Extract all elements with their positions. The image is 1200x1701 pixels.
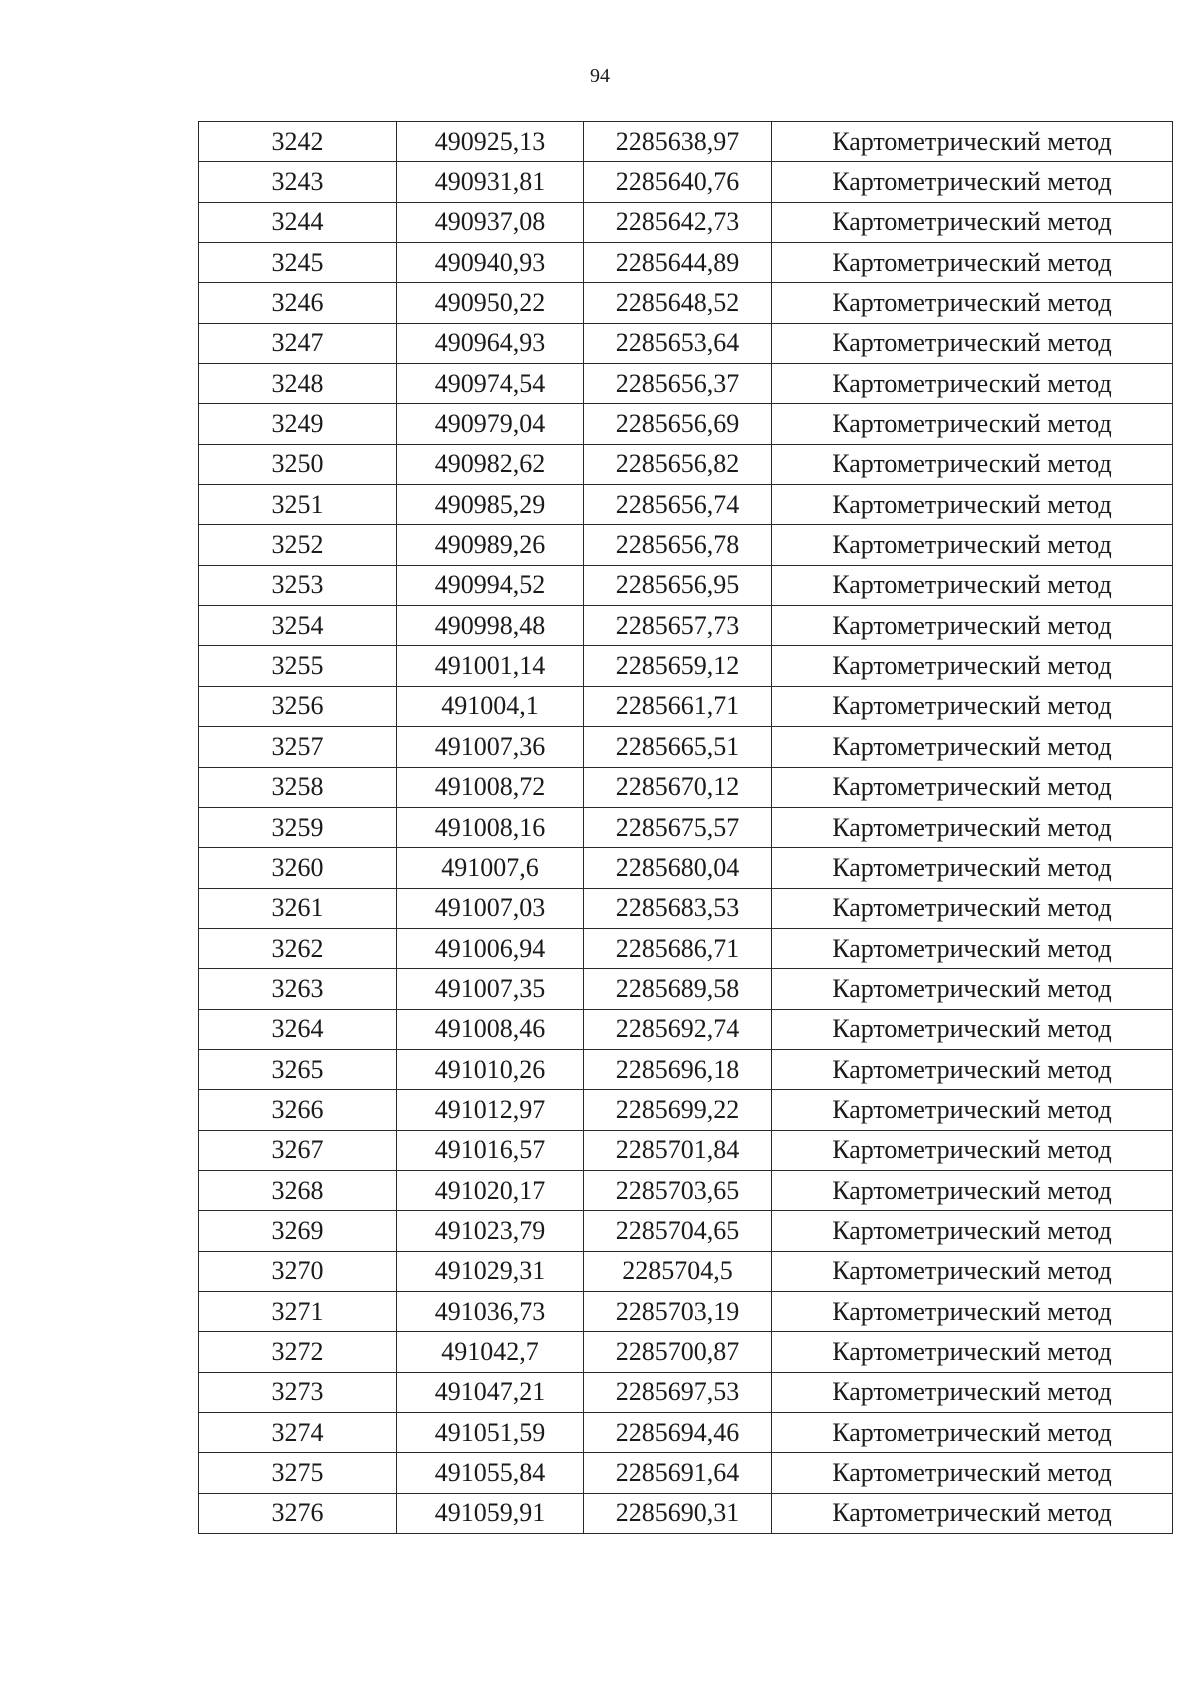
table-row: [199, 1009, 1173, 1049]
method-cell: Картометрический метод: [772, 404, 1173, 444]
method-cell: Картометрический метод: [772, 767, 1173, 807]
table-row: [199, 485, 1173, 525]
x-coordinate-cell: 490931,81: [397, 162, 584, 202]
method-cell: Картометрический метод: [772, 1130, 1173, 1170]
x-coordinate-cell: 491051,59: [397, 1413, 584, 1453]
table-row: [199, 243, 1173, 283]
y-coordinate-cell: 2285683,53: [584, 888, 772, 928]
table-row: [199, 323, 1173, 363]
table-row: [199, 848, 1173, 888]
point-number-cell: 3264: [199, 1009, 397, 1049]
method-cell: Картометрический метод: [772, 1251, 1173, 1291]
table-row: [199, 767, 1173, 807]
method-cell: Картометрический метод: [772, 727, 1173, 767]
method-cell: Картометрический метод: [772, 122, 1173, 162]
x-coordinate-cell: 490982,62: [397, 444, 584, 484]
point-number-cell: 3252: [199, 525, 397, 565]
table-row: [199, 1049, 1173, 1089]
table-row: [199, 646, 1173, 686]
x-coordinate-cell: 491008,72: [397, 767, 584, 807]
y-coordinate-cell: 2285703,65: [584, 1170, 772, 1210]
method-cell: Картометрический метод: [772, 1332, 1173, 1372]
y-coordinate-cell: 2285689,58: [584, 969, 772, 1009]
x-coordinate-cell: 490989,26: [397, 525, 584, 565]
y-coordinate-cell: 2285656,69: [584, 404, 772, 444]
method-cell: Картометрический метод: [772, 565, 1173, 605]
point-number-cell: 3254: [199, 606, 397, 646]
point-number-cell: 3245: [199, 243, 397, 283]
table-row: [199, 444, 1173, 484]
method-cell: Картометрический метод: [772, 1170, 1173, 1210]
x-coordinate-cell: 490998,48: [397, 606, 584, 646]
table-row: [199, 202, 1173, 242]
method-cell: Картометрический метод: [772, 444, 1173, 484]
y-coordinate-cell: 2285701,84: [584, 1130, 772, 1170]
point-number-cell: 3244: [199, 202, 397, 242]
table-row: [199, 565, 1173, 605]
x-coordinate-cell: 491042,7: [397, 1332, 584, 1372]
point-number-cell: 3266: [199, 1090, 397, 1130]
x-coordinate-cell: 491016,57: [397, 1130, 584, 1170]
table-row: [199, 1413, 1173, 1453]
table-row: [199, 1332, 1173, 1372]
y-coordinate-cell: 2285656,37: [584, 364, 772, 404]
table-row: [199, 122, 1173, 162]
point-number-cell: 3270: [199, 1251, 397, 1291]
method-cell: Картометрический метод: [772, 243, 1173, 283]
point-number-cell: 3273: [199, 1372, 397, 1412]
point-number-cell: 3275: [199, 1453, 397, 1493]
x-coordinate-cell: 491020,17: [397, 1170, 584, 1210]
y-coordinate-cell: 2285656,74: [584, 485, 772, 525]
y-coordinate-cell: 2285659,12: [584, 646, 772, 686]
table-row: [199, 1130, 1173, 1170]
table-row: [199, 283, 1173, 323]
x-coordinate-cell: 490940,93: [397, 243, 584, 283]
table-row: [199, 525, 1173, 565]
y-coordinate-cell: 2285665,51: [584, 727, 772, 767]
y-coordinate-cell: 2285656,95: [584, 565, 772, 605]
x-coordinate-cell: 490974,54: [397, 364, 584, 404]
x-coordinate-cell: 491012,97: [397, 1090, 584, 1130]
x-coordinate-cell: 491047,21: [397, 1372, 584, 1412]
method-cell: Картометрический метод: [772, 807, 1173, 847]
table-row: [199, 1251, 1173, 1291]
y-coordinate-cell: 2285648,52: [584, 283, 772, 323]
point-number-cell: 3255: [199, 646, 397, 686]
table-row: [199, 928, 1173, 968]
method-cell: Картометрический метод: [772, 848, 1173, 888]
x-coordinate-cell: 491010,26: [397, 1049, 584, 1089]
method-cell: Картометрический метод: [772, 928, 1173, 968]
x-coordinate-cell: 491008,16: [397, 807, 584, 847]
method-cell: Картометрический метод: [772, 364, 1173, 404]
point-number-cell: 3269: [199, 1211, 397, 1251]
point-number-cell: 3267: [199, 1130, 397, 1170]
method-cell: Картометрический метод: [772, 1090, 1173, 1130]
point-number-cell: 3262: [199, 928, 397, 968]
table-row: [199, 1170, 1173, 1210]
table-row: [199, 404, 1173, 444]
y-coordinate-cell: 2285703,19: [584, 1291, 772, 1331]
point-number-cell: 3257: [199, 727, 397, 767]
y-coordinate-cell: 2285656,78: [584, 525, 772, 565]
x-coordinate-cell: 491029,31: [397, 1251, 584, 1291]
x-coordinate-cell: 490985,29: [397, 485, 584, 525]
table-row: [199, 364, 1173, 404]
point-number-cell: 3265: [199, 1049, 397, 1089]
point-number-cell: 3247: [199, 323, 397, 363]
method-cell: Картометрический метод: [772, 485, 1173, 525]
point-number-cell: 3259: [199, 807, 397, 847]
table-row: [199, 1372, 1173, 1412]
table-row: [199, 1090, 1173, 1130]
table-row: [199, 807, 1173, 847]
table-row: [199, 1493, 1173, 1533]
y-coordinate-cell: 2285699,22: [584, 1090, 772, 1130]
point-number-cell: 3272: [199, 1332, 397, 1372]
method-cell: Картометрический метод: [772, 283, 1173, 323]
x-coordinate-cell: 490937,08: [397, 202, 584, 242]
table-row: [199, 162, 1173, 202]
method-cell: Картометрический метод: [772, 1453, 1173, 1493]
coordinates-table-body: [199, 122, 1173, 1534]
y-coordinate-cell: 2285691,64: [584, 1453, 772, 1493]
y-coordinate-cell: 2285690,31: [584, 1493, 772, 1533]
x-coordinate-cell: 491006,94: [397, 928, 584, 968]
x-coordinate-cell: 490994,52: [397, 565, 584, 605]
y-coordinate-cell: 2285704,65: [584, 1211, 772, 1251]
point-number-cell: 3276: [199, 1493, 397, 1533]
y-coordinate-cell: 2285642,73: [584, 202, 772, 242]
y-coordinate-cell: 2285675,57: [584, 807, 772, 847]
x-coordinate-cell: 491007,35: [397, 969, 584, 1009]
method-cell: Картометрический метод: [772, 969, 1173, 1009]
x-coordinate-cell: 491055,84: [397, 1453, 584, 1493]
point-number-cell: 3274: [199, 1413, 397, 1453]
y-coordinate-cell: 2285644,89: [584, 243, 772, 283]
x-coordinate-cell: 491008,46: [397, 1009, 584, 1049]
table-row: [199, 1211, 1173, 1251]
point-number-cell: 3268: [199, 1170, 397, 1210]
y-coordinate-cell: 2285640,76: [584, 162, 772, 202]
y-coordinate-cell: 2285661,71: [584, 686, 772, 726]
table-row: [199, 727, 1173, 767]
table-row: [199, 606, 1173, 646]
point-number-cell: 3251: [199, 485, 397, 525]
x-coordinate-cell: 491007,36: [397, 727, 584, 767]
table-row: [199, 888, 1173, 928]
method-cell: Картометрический метод: [772, 323, 1173, 363]
x-coordinate-cell: 491059,91: [397, 1493, 584, 1533]
x-coordinate-cell: 490950,22: [397, 283, 584, 323]
x-coordinate-cell: 490964,93: [397, 323, 584, 363]
method-cell: Картометрический метод: [772, 1009, 1173, 1049]
y-coordinate-cell: 2285686,71: [584, 928, 772, 968]
point-number-cell: 3242: [199, 122, 397, 162]
y-coordinate-cell: 2285670,12: [584, 767, 772, 807]
x-coordinate-cell: 490925,13: [397, 122, 584, 162]
y-coordinate-cell: 2285638,97: [584, 122, 772, 162]
method-cell: Картометрический метод: [772, 162, 1173, 202]
point-number-cell: 3243: [199, 162, 397, 202]
point-number-cell: 3260: [199, 848, 397, 888]
table-row: [199, 1453, 1173, 1493]
x-coordinate-cell: 491007,6: [397, 848, 584, 888]
x-coordinate-cell: 491004,1: [397, 686, 584, 726]
point-number-cell: 3250: [199, 444, 397, 484]
method-cell: Картометрический метод: [772, 606, 1173, 646]
y-coordinate-cell: 2285680,04: [584, 848, 772, 888]
y-coordinate-cell: 2285697,53: [584, 1372, 772, 1412]
y-coordinate-cell: 2285656,82: [584, 444, 772, 484]
method-cell: Картометрический метод: [772, 1413, 1173, 1453]
x-coordinate-cell: 491036,73: [397, 1291, 584, 1331]
y-coordinate-cell: 2285694,46: [584, 1413, 772, 1453]
point-number-cell: 3248: [199, 364, 397, 404]
point-number-cell: 3261: [199, 888, 397, 928]
point-number-cell: 3263: [199, 969, 397, 1009]
y-coordinate-cell: 2285653,64: [584, 323, 772, 363]
point-number-cell: 3253: [199, 565, 397, 605]
y-coordinate-cell: 2285657,73: [584, 606, 772, 646]
method-cell: Картометрический метод: [772, 525, 1173, 565]
y-coordinate-cell: 2285696,18: [584, 1049, 772, 1089]
x-coordinate-cell: 491001,14: [397, 646, 584, 686]
y-coordinate-cell: 2285704,5: [584, 1251, 772, 1291]
table-row: [199, 1291, 1173, 1331]
point-number-cell: 3246: [199, 283, 397, 323]
x-coordinate-cell: 491007,03: [397, 888, 584, 928]
table-row: [199, 969, 1173, 1009]
method-cell: Картометрический метод: [772, 1211, 1173, 1251]
method-cell: Картометрический метод: [772, 646, 1173, 686]
x-coordinate-cell: 490979,04: [397, 404, 584, 444]
page-number: 94: [590, 65, 610, 87]
point-number-cell: 3258: [199, 767, 397, 807]
x-coordinate-cell: 491023,79: [397, 1211, 584, 1251]
point-number-cell: 3271: [199, 1291, 397, 1331]
point-number-cell: 3249: [199, 404, 397, 444]
method-cell: Картометрический метод: [772, 1493, 1173, 1533]
method-cell: Картометрический метод: [772, 1049, 1173, 1089]
method-cell: Картометрический метод: [772, 1372, 1173, 1412]
coordinates-table: [198, 121, 1173, 1534]
point-number-cell: 3256: [199, 686, 397, 726]
method-cell: Картометрический метод: [772, 202, 1173, 242]
method-cell: Картометрический метод: [772, 686, 1173, 726]
method-cell: Картометрический метод: [772, 888, 1173, 928]
y-coordinate-cell: 2285700,87: [584, 1332, 772, 1372]
table-row: [199, 686, 1173, 726]
method-cell: Картометрический метод: [772, 1291, 1173, 1331]
y-coordinate-cell: 2285692,74: [584, 1009, 772, 1049]
